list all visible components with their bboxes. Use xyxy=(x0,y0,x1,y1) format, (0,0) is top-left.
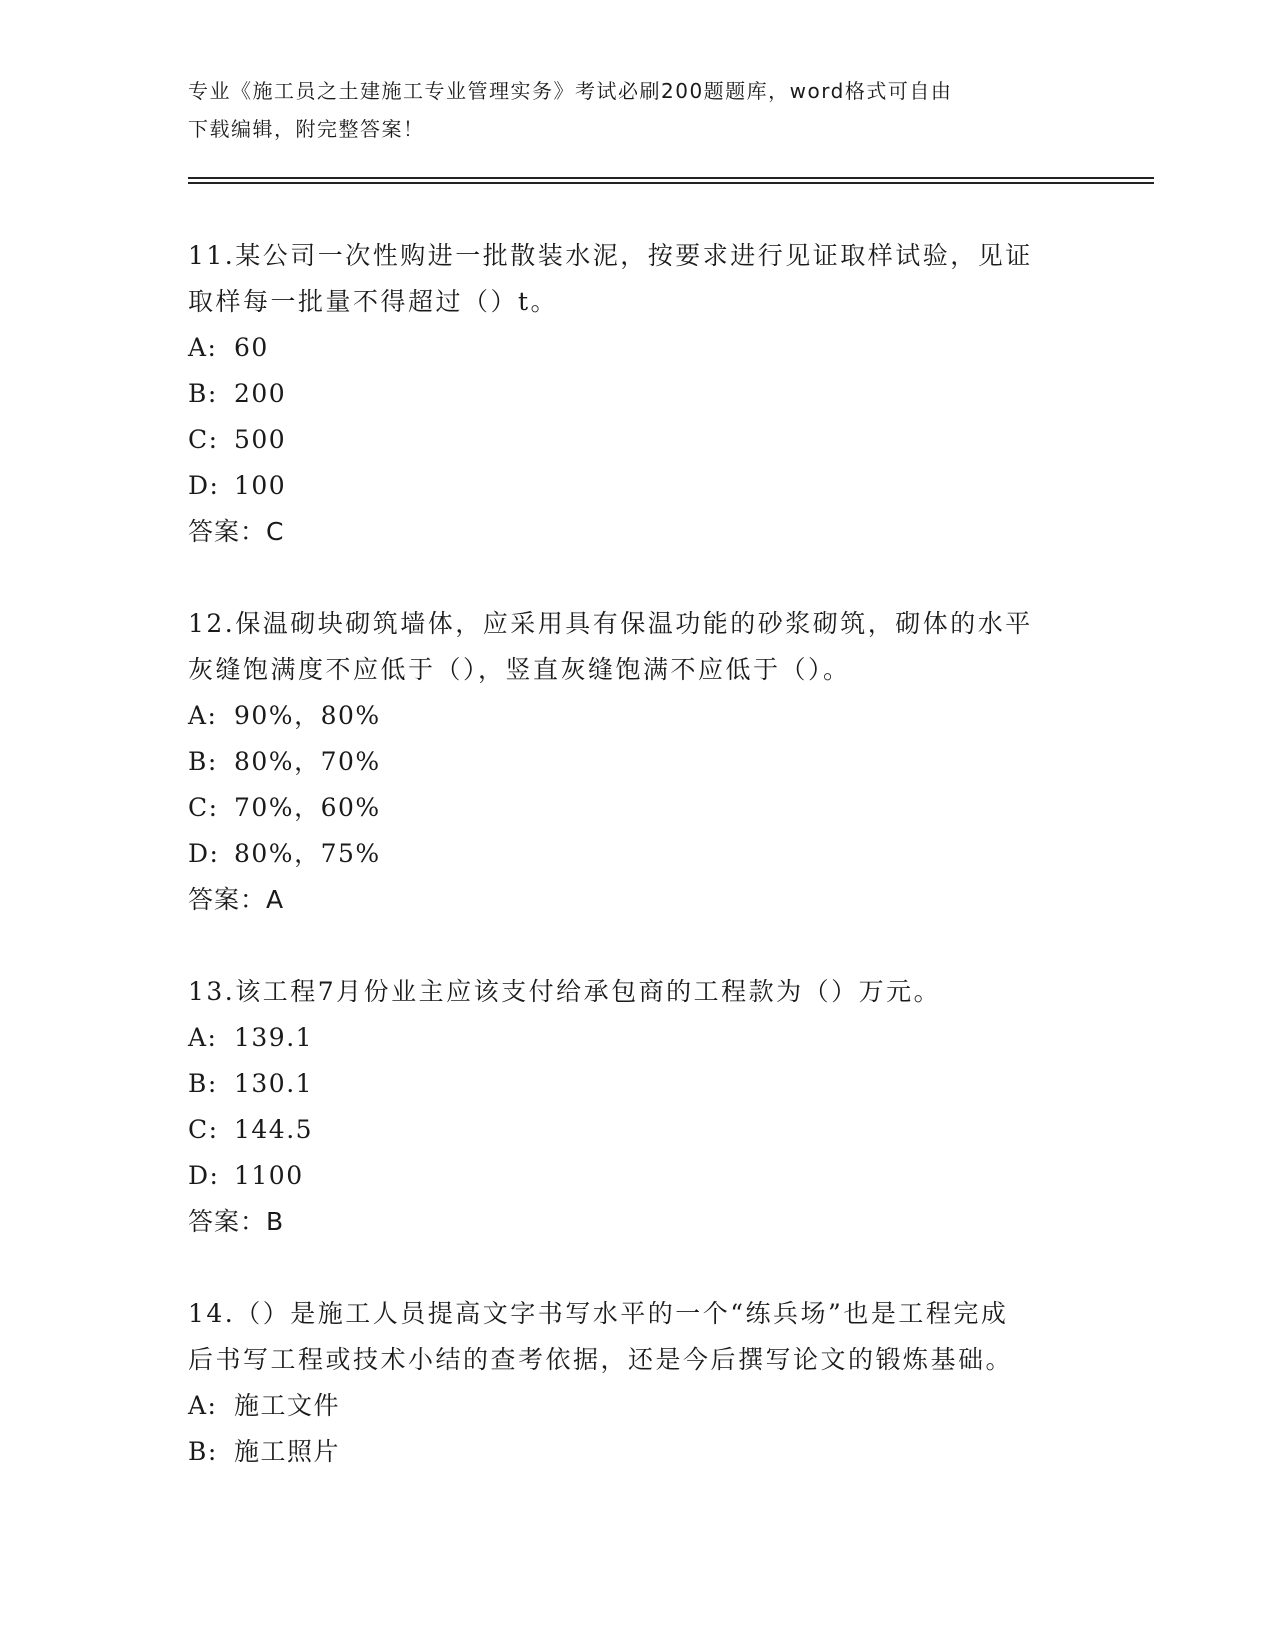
option-key: B: xyxy=(188,1069,218,1098)
header-divider-bottom xyxy=(188,182,1154,184)
option-c xyxy=(188,785,1088,831)
option-text: 70%，60% xyxy=(234,793,381,822)
question-14 xyxy=(188,1291,1088,1475)
option-key: A: xyxy=(188,1023,218,1052)
header-line-1: 专业《施工员之土建施工专业管理实务》考试必刷200题题库，word格式可自由 xyxy=(188,79,953,103)
option-c xyxy=(188,1107,1088,1153)
answer-value: B xyxy=(266,1207,285,1236)
option-d xyxy=(188,1153,1088,1199)
option-text: 80%，75% xyxy=(234,839,381,868)
header-line-2: 下载编辑，附完整答案！ xyxy=(188,117,425,141)
option-text: 500 xyxy=(234,425,287,454)
question-list xyxy=(188,233,1088,1521)
option-key: B: xyxy=(188,747,218,776)
option-key: C: xyxy=(188,425,219,454)
option-text: 80%，70% xyxy=(234,747,381,776)
option-text: 200 xyxy=(234,379,287,408)
answer-value: A xyxy=(266,885,285,914)
question-stem-line: 11.某公司一次性购进一批散装水泥，按要求进行见证取样试验，见证 xyxy=(188,241,1033,270)
question-11 xyxy=(188,233,1088,555)
option-key: B: xyxy=(188,1437,218,1466)
answer-line xyxy=(188,1199,1088,1245)
option-text: 144.5 xyxy=(234,1115,314,1144)
option-key: C: xyxy=(188,793,219,822)
option-d xyxy=(188,463,1088,509)
document-header xyxy=(188,72,1088,148)
option-b xyxy=(188,1429,1088,1475)
option-text: 100 xyxy=(234,471,287,500)
answer-value: C xyxy=(266,517,285,546)
option-key: D: xyxy=(188,471,220,500)
option-text: 施工照片 xyxy=(234,1437,341,1466)
option-text: 139.1 xyxy=(234,1023,314,1052)
answer-label: 答案： xyxy=(188,1207,267,1236)
option-text: 130.1 xyxy=(234,1069,314,1098)
question-stem-line: 12.保温砌块砌筑墙体，应采用具有保温功能的砂浆砌筑，砌体的水平 xyxy=(188,609,1033,638)
option-key: D: xyxy=(188,1161,220,1190)
option-b xyxy=(188,739,1088,785)
option-text: 90%，80% xyxy=(234,701,381,730)
answer-line xyxy=(188,877,1088,923)
option-a xyxy=(188,325,1088,371)
option-key: B: xyxy=(188,379,218,408)
question-12 xyxy=(188,601,1088,923)
option-c xyxy=(188,417,1088,463)
option-a xyxy=(188,1015,1088,1061)
question-stem-line: 14.（）是施工人员提高文字书写水平的一个“练兵场”也是工程完成 xyxy=(188,1299,1009,1328)
option-b xyxy=(188,371,1088,417)
option-b xyxy=(188,1061,1088,1107)
option-key: C: xyxy=(188,1115,219,1144)
answer-label: 答案： xyxy=(188,885,267,914)
question-13 xyxy=(188,969,1088,1245)
option-key: A: xyxy=(188,1391,218,1420)
option-text: 60 xyxy=(234,333,269,362)
option-text: 1100 xyxy=(234,1161,304,1190)
question-stem-line: 后书写工程或技术小结的查考依据，还是今后撰写论文的锻炼基础。 xyxy=(188,1345,1014,1374)
question-stem-line: 13.该工程7月份业主应该支付给承包商的工程款为（）万元。 xyxy=(188,977,942,1006)
option-a xyxy=(188,1383,1088,1429)
option-d xyxy=(188,831,1088,877)
option-key: A: xyxy=(188,701,218,730)
option-text: 施工文件 xyxy=(234,1391,341,1420)
question-stem-line: 灰缝饱满度不应低于（），竖直灰缝饱满不应低于（）。 xyxy=(188,655,851,684)
option-a xyxy=(188,693,1088,739)
option-key: D: xyxy=(188,839,220,868)
answer-label: 答案： xyxy=(188,517,267,546)
option-key: A: xyxy=(188,333,218,362)
question-stem-line: 取样每一批量不得超过（）t。 xyxy=(188,287,559,316)
header-divider-top xyxy=(188,177,1154,179)
answer-line xyxy=(188,509,1088,555)
